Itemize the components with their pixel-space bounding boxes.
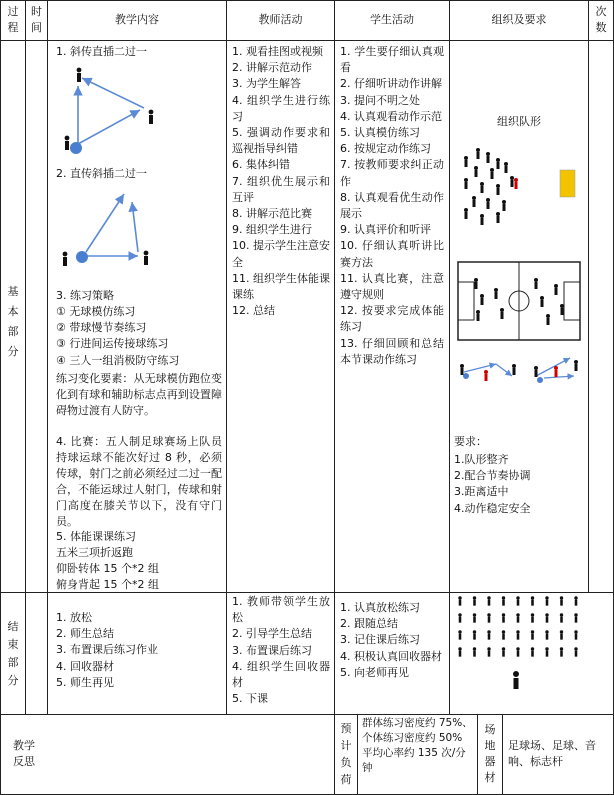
drill-1-title: 1. 斜传直插二过一 xyxy=(56,45,147,58)
student-activity-list xyxy=(340,44,444,368)
drill-2-diagram xyxy=(52,186,222,276)
list-item: ③ 行进间运传接球练习 xyxy=(56,337,169,351)
list-item: 1. 观看挂图或视频 xyxy=(232,45,323,58)
list-item: 4.动作稳定安全 xyxy=(454,501,531,515)
match-text: 4. 比赛：五人制足球赛场上队员持球运球不能次好过 8 秒，必须传球，射门之前必须经过二过一配合，不能运球过人射门，传球和射门高度在膝关节以下，没有守门员。 xyxy=(56,435,222,528)
list-item: 8. 认真观看优生动作展示 xyxy=(340,190,444,221)
list-item: 3. 为学生解答 xyxy=(232,77,301,91)
player-figure xyxy=(531,613,534,622)
list-item: 2. 引导学生总结 xyxy=(232,627,312,641)
list-item: 5. 师生再见 xyxy=(56,675,114,689)
player-figure xyxy=(502,613,505,622)
grid-line xyxy=(47,0,48,714)
variation-text: 练习变化要素：从无球模仿跑位变化到有球和辅助标志点再到设置障碍物过渡有人防守。 xyxy=(56,372,222,417)
list-item: 12. 按要求完成体能练习 xyxy=(340,304,444,334)
player-figure xyxy=(486,152,490,163)
list-item: 5. 下课 xyxy=(232,692,268,706)
list-item: ② 带球慢节奏练习 xyxy=(56,321,147,335)
grid-line xyxy=(502,714,503,795)
player-figure xyxy=(496,158,500,169)
bottom-drill-left xyxy=(460,364,516,381)
list-item: 五米三项折返跑 xyxy=(56,546,133,559)
grid-line xyxy=(25,0,26,714)
list-item: ① 无球模仿练习 xyxy=(56,305,136,318)
list-item: 5. 认真模仿练习 xyxy=(340,126,420,140)
list-item: 1. 认真放松练习 xyxy=(340,601,420,614)
player-figure xyxy=(474,166,478,177)
grid-line xyxy=(0,0,614,1)
player-figure xyxy=(487,613,490,622)
player-figure xyxy=(487,630,490,639)
player-figure xyxy=(473,647,476,656)
player-figure xyxy=(560,613,563,622)
player-figure xyxy=(480,294,484,305)
player-figure xyxy=(531,630,534,639)
formation-players xyxy=(464,148,518,225)
player-figure xyxy=(545,596,548,605)
load-text: 群体练习密度约 75%、个体练习密度约 50% 平均心率约 135 次/分钟 xyxy=(362,717,473,774)
player-figure xyxy=(514,178,518,189)
player-figure xyxy=(554,284,558,295)
venue-label: 场地器材 xyxy=(484,723,496,784)
player-figure xyxy=(516,613,519,622)
list-item: 1. 学生要仔细认真观看 xyxy=(340,45,444,75)
player-figure xyxy=(458,596,461,605)
player-figure xyxy=(476,310,480,321)
player-figure xyxy=(496,184,500,195)
player-figure xyxy=(486,198,490,209)
player-figure xyxy=(516,630,519,639)
grid-line xyxy=(0,40,614,41)
player-figure xyxy=(545,647,548,656)
end-formation-diagram xyxy=(452,594,586,712)
list-item: 4. 组织学生进行练习 xyxy=(232,93,330,123)
strategy-list xyxy=(56,304,224,369)
player-figure xyxy=(500,308,504,319)
player-figure xyxy=(502,596,505,605)
player-figure xyxy=(487,647,490,656)
header-student: 学生活动 xyxy=(370,13,414,26)
requirements-list xyxy=(454,452,584,517)
player-figure xyxy=(502,647,505,656)
list-item: 11. 认真比赛，注意遵守规则 xyxy=(340,271,444,302)
list-item: 13. 仔细回顾和总结本节课动作练习 xyxy=(340,336,444,366)
list-item: 7. 按教师要求纠正动作 xyxy=(340,158,444,188)
player-figure xyxy=(560,304,564,315)
header-content: 教学内容 xyxy=(115,13,159,26)
list-item: 2. 跟随总结 xyxy=(340,617,398,631)
list-item: 3. 布置课后练习 xyxy=(232,643,312,657)
header-time: 时间 xyxy=(31,5,42,34)
list-item: 7. 组织优生展示和互评 xyxy=(232,174,330,204)
player-figure xyxy=(490,168,494,179)
formation-diagrams xyxy=(452,140,586,400)
list-item: 1. 教师带领学生放松 xyxy=(232,595,330,625)
basic-section-label: 基本部分 xyxy=(7,285,19,358)
teacher-figure xyxy=(513,671,519,689)
load-label: 预计负荷 xyxy=(340,722,352,786)
list-item: 5. 向老师再见 xyxy=(340,665,409,679)
list-item: ④ 三人一组消极防守练习 xyxy=(56,353,180,367)
player-figure xyxy=(458,613,461,622)
list-item: 6. 按规定动作练习 xyxy=(340,142,431,156)
player-figure xyxy=(534,278,538,289)
header-times: 次数 xyxy=(595,5,607,34)
player-figure xyxy=(502,200,506,211)
list-item: 3. 布置课后练习作业 xyxy=(56,643,158,657)
player-figure xyxy=(487,596,490,605)
drill-3-title: 3. 练习策略 xyxy=(56,289,114,302)
player-figure xyxy=(516,596,519,605)
player-figure xyxy=(574,647,577,656)
header-teacher: 教师活动 xyxy=(258,13,303,26)
list-item: 8. 讲解示范比赛 xyxy=(232,207,312,221)
list-item: 3.距离适中 xyxy=(454,485,509,499)
end-content-list xyxy=(56,610,224,691)
player-figure xyxy=(480,182,484,193)
player-figure xyxy=(510,176,514,187)
player-figure xyxy=(464,156,468,167)
player-figure xyxy=(502,630,505,639)
player-figure xyxy=(574,613,577,622)
list-item: 俯身背起 15 个*2 组 xyxy=(56,578,159,592)
grid-line xyxy=(334,0,335,795)
fitness-list xyxy=(56,545,222,594)
formation-title: 组织队形 xyxy=(497,115,541,128)
player-figure xyxy=(531,596,534,605)
teacher-activity-list xyxy=(232,44,330,319)
list-item: 4. 组织学生回收器材 xyxy=(232,659,330,690)
list-item: 2. 仔细听讲动作讲解 xyxy=(340,77,442,91)
pitch-diagram xyxy=(458,262,580,340)
list-item: 5. 强调动作要求和巡视指导纠错 xyxy=(232,126,330,156)
list-item: 4. 积极认真回收器材 xyxy=(340,649,442,663)
player-figure xyxy=(476,148,480,159)
player-figure xyxy=(494,288,498,299)
list-item: 4. 认真观看动作示范 xyxy=(340,109,442,123)
player-figure xyxy=(464,178,468,189)
end-formation-players xyxy=(458,596,577,656)
list-item: 10. 提示学生注意安全 xyxy=(232,239,330,269)
grid-line xyxy=(588,0,589,592)
list-item: 9. 组织学生进行 xyxy=(232,223,312,237)
list-item: 2.配合节奏协调 xyxy=(454,469,531,483)
list-item: 2. 师生总结 xyxy=(56,627,114,641)
player-figure xyxy=(574,596,577,605)
venue-text: 足球场、足球、音响、标志杆 xyxy=(508,739,596,768)
header-organization: 组织及要求 xyxy=(491,13,547,26)
player-figure xyxy=(480,214,484,225)
player-figure xyxy=(560,647,563,656)
list-item: 2. 讲解示范动作 xyxy=(232,61,312,75)
player-figure xyxy=(458,630,461,639)
player-figure xyxy=(560,596,563,605)
player-figure xyxy=(496,212,500,223)
list-item: 3. 记住课后练习 xyxy=(340,633,420,647)
player-figure xyxy=(474,278,478,289)
reflection-label: 教学反思 xyxy=(13,739,35,768)
list-item: 4. 回收器材 xyxy=(56,659,114,673)
bottom-drill-right xyxy=(534,358,578,383)
player-figure xyxy=(560,630,563,639)
player-figure xyxy=(545,630,548,639)
player-figure xyxy=(504,162,508,173)
end-teacher-list xyxy=(232,594,330,707)
player-figure xyxy=(473,596,476,605)
player-figure xyxy=(531,647,534,656)
grid-line xyxy=(226,0,227,714)
fitness-title: 5. 体能课课练习 xyxy=(56,530,136,543)
player-figure xyxy=(464,208,468,219)
grid-line xyxy=(449,0,450,714)
drill-1-diagram xyxy=(52,58,222,158)
header-process: 过程 xyxy=(7,5,19,34)
list-item: 10. 仔细认真听讲比赛方法 xyxy=(340,239,444,269)
requirements-title: 要求： xyxy=(454,435,487,448)
drill-2-title: 2. 直传斜插二过一 xyxy=(56,167,147,180)
end-student-list xyxy=(340,600,444,681)
grid-line xyxy=(357,714,358,795)
player-figure xyxy=(540,296,544,307)
player-figure xyxy=(473,613,476,622)
list-item: 6. 集体纠错 xyxy=(232,158,290,172)
player-figure xyxy=(545,613,548,622)
list-item: 9. 认真评价和听评 xyxy=(340,223,431,237)
list-item: 3. 提问不明之处 xyxy=(340,93,420,107)
goal-icon xyxy=(560,170,575,197)
list-item: 11. 组织学生体能课课练 xyxy=(232,271,330,302)
player-figure xyxy=(473,630,476,639)
list-item: 12. 总结 xyxy=(232,304,275,318)
list-item: 仰卧转体 15 个*2 组 xyxy=(56,562,159,576)
list-item: 1. 放松 xyxy=(56,611,92,624)
player-figure xyxy=(546,314,550,325)
player-figure xyxy=(472,196,476,207)
player-figure xyxy=(458,647,461,656)
player-figure xyxy=(574,630,577,639)
end-section-label: 结束部分 xyxy=(7,620,19,687)
player-figure xyxy=(516,647,519,656)
list-item: 1.队形整齐 xyxy=(454,453,509,466)
grid-line xyxy=(0,714,614,715)
